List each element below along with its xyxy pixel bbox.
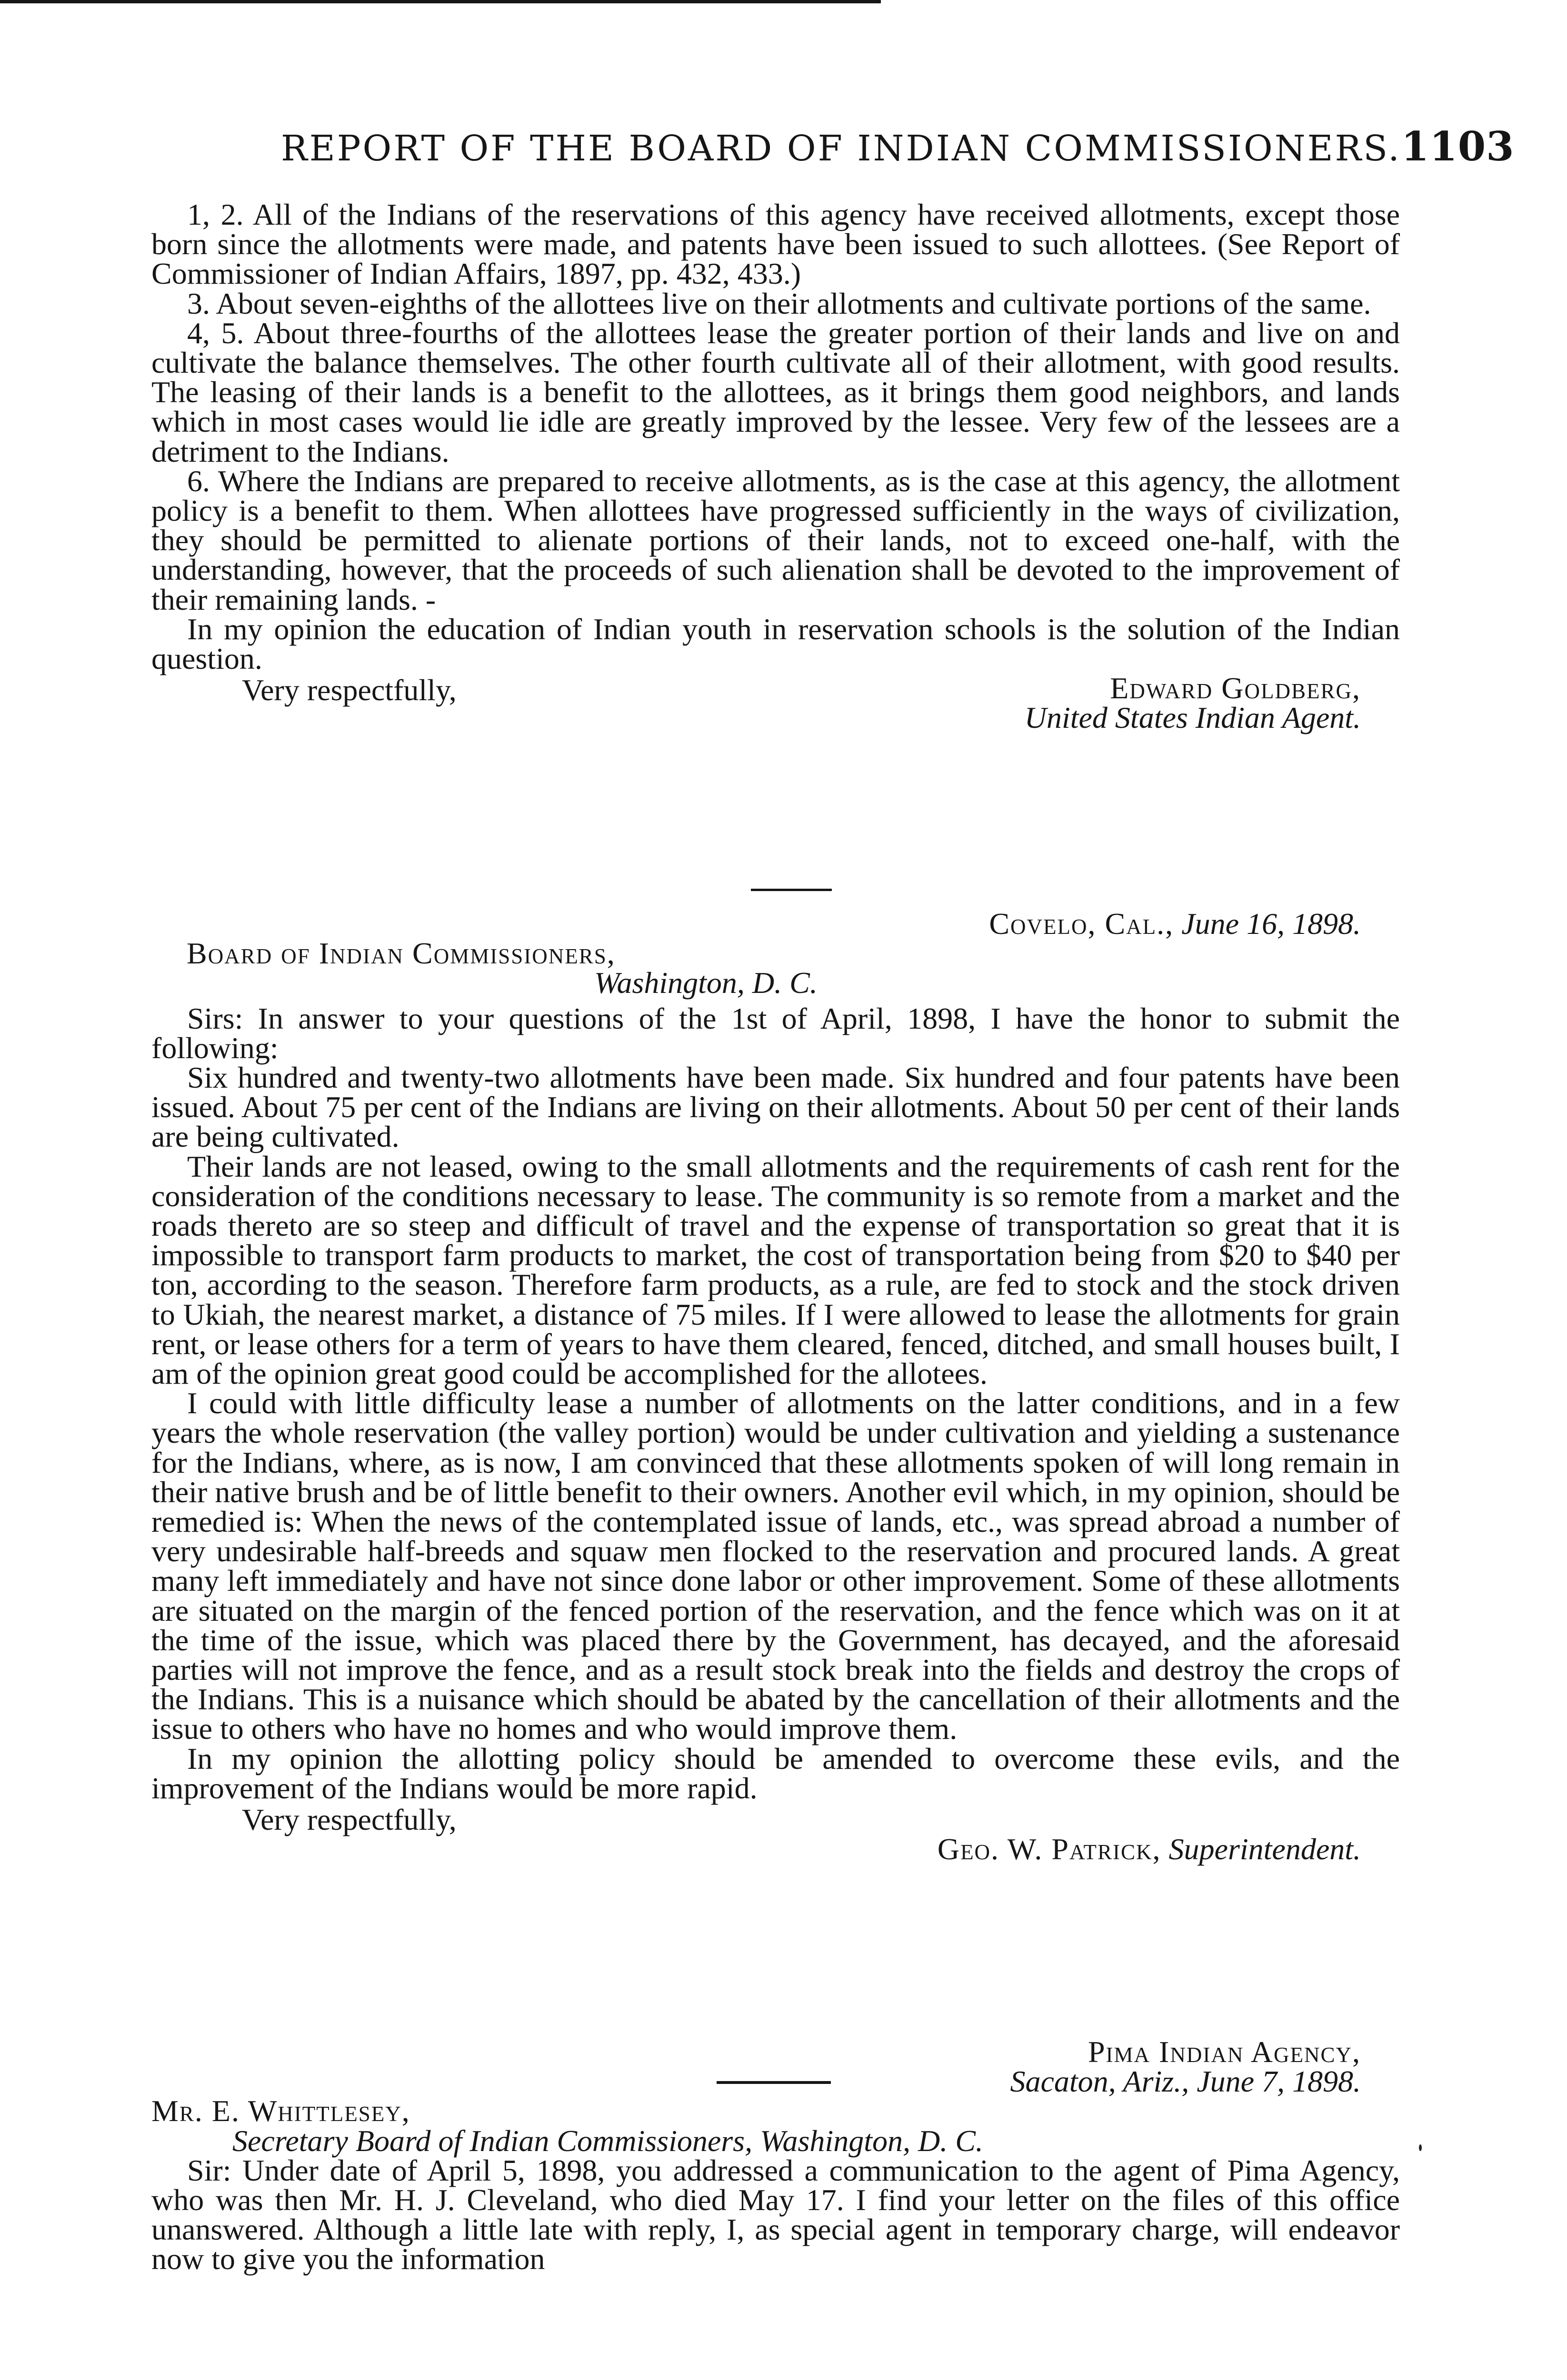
paragraph: 6. Where the Indians are prepared to receive allotments, as is the case at this agency, the allotment policy is a benefit to them. When allottees have progressed sufficiently in the ways of civilization, they should be permitted to alienate portions of their lands, not to exceed one-half, with the understanding, however, that the proceeds of such alienation shall be devoted to the improvement of their remaining lands. - — [151, 464, 1400, 616]
signature-block — [151, 1832, 1400, 1866]
letter-goldberg — [151, 200, 1400, 857]
paragraph: Sirs: In answer to your questions of the 1st of April, 1898, I have the honor to submit the following: — [151, 1001, 1400, 1065]
section-divider — [751, 889, 832, 891]
running-title: REPORT OF THE BOARD OF INDIAN COMMISSIONERS. — [281, 128, 1401, 169]
agency-name: Pima Indian Agency, — [1088, 2035, 1361, 2069]
address: Washington, D. C. — [594, 966, 818, 1000]
addressee: Mr. E. Whittlesey, — [151, 2094, 410, 2128]
dateline: Sacaton, Ariz., June 7, 1898. — [1010, 2064, 1361, 2099]
paragraph: 4, 5. About three-fourths of the allottees lease the greater portion of their lands and live on and cultivate the balance themselves. The other fourth cultivate all of their allotment, with good results. The leasing of their lands is a benefit to the allottees, as it brings them good neighbors, and lands which in most cases would lie idle are greatly improved by the lessee. Very few of the lessees are a detriment to the Indians. — [151, 316, 1400, 468]
dateline — [151, 909, 1400, 939]
signature-name: Geo. W. Patrick, — [937, 1832, 1161, 1866]
paragraph: In my opinion the allotting policy should be amended to overcome these evils, and the improvement of the Indians would be more rapid. — [151, 1741, 1400, 1805]
dateline-date: June 16, 1898. — [1181, 907, 1361, 941]
letter-patrick — [151, 909, 1400, 1864]
signature-block — [151, 703, 1400, 733]
page-number: 1103 — [1401, 123, 1515, 170]
addressee: Board of Indian Commissioners, — [187, 936, 616, 971]
closing-line — [151, 671, 1400, 707]
paragraph: Six hundred and twenty-two allotments have been made. Six hundred and four patents have been issued. About 75 per cent of the Indians are living on their allotments. About 50 per cent of their lands are being cultivated. — [151, 1061, 1400, 1154]
page-header — [281, 123, 1515, 170]
letter-pima-agency — [151, 2037, 1400, 2274]
paragraph: 3. About seven-eighths of the allottees live on their allotments and cultivate portions of the same. — [187, 286, 1371, 320]
signature-title: Superintendent. — [1168, 1832, 1361, 1866]
paragraph: In my opinion the education of Indian youth in reservation schools is the solution of the Indian question. — [151, 612, 1400, 676]
complimentary-close: Very respectfully, — [242, 1803, 457, 1837]
top-border-line — [0, 0, 881, 3]
paragraph: Sir: Under date of April 5, 1898, you addressed a communication to the agent of Pima Agency, who was then Mr. H. J. Cleveland, who died May 17. I find your letter on the files of this office unanswered. Although a little late with reply, I, as special agent in temporary charge, will endeavor now to give you the information — [151, 2153, 1400, 2276]
address: Secretary Board of Indian Commissioners, Washington, D. C. — [232, 2123, 983, 2158]
signature-title: United States Indian Agent. — [1024, 701, 1361, 735]
dateline-place: Covelo, Cal., — [989, 907, 1174, 941]
signature-name: Edward Goldberg, — [1110, 671, 1361, 705]
complimentary-close: Very respectfully, — [242, 673, 457, 707]
paragraph: I could with little difficulty lease a number of allotments on the latter conditions, and in a few years the whole reservation (the valley portion) would be under cultivation and yielding a sustenance for the Indians, where, as is now, I am convinced that these allotments spoken of will long remain in their native brush and be of little benefit to their owners. Another evil which, in my opinion, should be remedied is: When the news of the contemplated issue of lands, etc., was spread abroad a number of very undesirable half-breeds and squaw men flocked to the reservation and procured lands. A great many left immediately and have not since done labor or other improvement. Some of these allotments are situated on the margin of the fenced portion of the reservation, and the fence which was on it at the time of the issue, which was placed there by the Government, has decayed, and the aforesaid parties will not improve the fence, and as a result stock break into the fields and destroy the crops of the Indians. This is a nuisance which should be abated by the cancellation of their allotments and the issue to others who have no homes and who would improve them. — [151, 1386, 1400, 1746]
paragraph: Their lands are not leased, owing to the small allotments and the requirements of cash rent for the consideration of the conditions necessary to lease. The community is so remote from a market and the roads thereto are so steep and difficult of travel and the expense of transportation so great that it is impossible to transport farm products to market, the cost of transportation being from $20 to $40 per ton, according to the season. Therefore farm products, as a rule, are fed to stock and the stock driven to Ukiah, the nearest market, a distance of 75 miles. If I were allowed to lease the allotments for grain rent, or lease others for a term of years to have them cleared, fenced, ditched, and small houses built, I am of the opinion great good could be accomplished for the allotees. — [151, 1149, 1400, 1391]
paragraph: 1, 2. All of the Indians of the reservations of this agency have received allotments, except those born since the allotments were made, and patents have been issued to such allottees. (See Report of Commissioner of Indian Affairs, 1897, pp. 432, 433.) — [151, 198, 1400, 291]
print-speck — [1419, 2144, 1422, 2151]
page-body — [151, 198, 1400, 2276]
